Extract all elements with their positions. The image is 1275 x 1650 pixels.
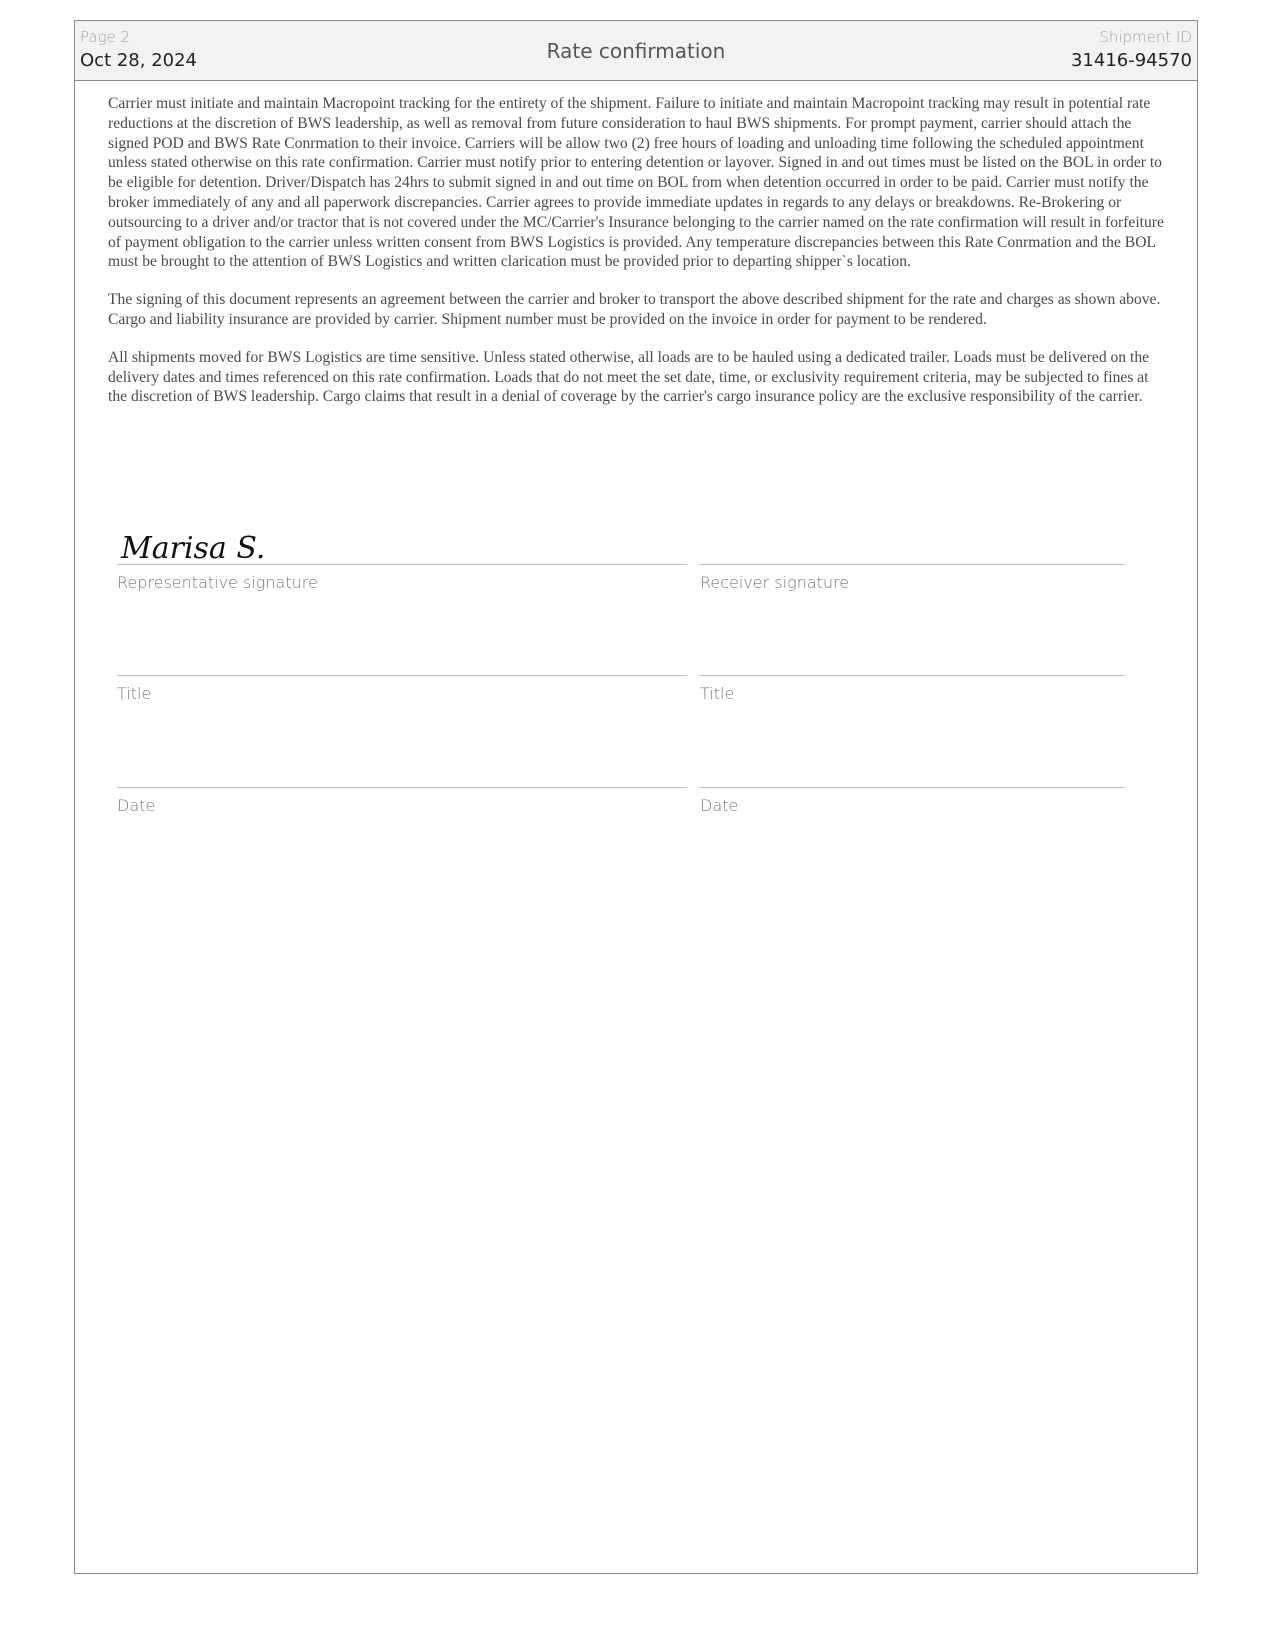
representative-date-block [117,787,687,816]
terms-paragraph: The signing of this document represents an agreement between the carrier and broker to transport the above described shipment for the rate and charges as shown above. Cargo and liability insurance are provided by carrier. Shipment number must be provided on the invoice in order for payment to be rendered. [108,291,1161,328]
receiver-signature-label: Receiver signature [700,573,850,592]
title-line [117,675,687,676]
receiver-signature-block [700,564,1124,593]
document-page [74,20,1198,1574]
representative-title-block [117,675,687,704]
title-line [700,675,1124,676]
representative-signature-block [117,531,687,593]
page-header [75,21,1197,81]
signature-text: Marisa S. [121,531,266,566]
page-number: Page 2 [80,28,131,46]
terms-paragraph: Carrier must initiate and maintain Macropoint tracking for the entirety of the shipment. Failure to initiate and maintain Macropoint tracking may result in potential rate reductions at the discretion of BWS leadership, as well as removal from future consideration to haul BWS shipments. For prompt payment, carrier should attach the signed POD and BWS Rate Conrmation to their invoice. Carriers will be allow two (2) free hours of loading and unloading time following the scheduled appointment unless stated otherwise on this rate confirmation. Carrier must notify prior to entering detention or layover. Signed in and out times must be listed on the BOL in order to be eligible for detention. Driver/Dispatch has 24hrs to submit signed in and out time on BOL from when detention occurred in order to be paid. Carrier must notify the broker immediately of any and all paperwork discrepancies. Carrier agrees to provide immediate updates in regards to any delays or breakdowns. Re-Brokering or outsourcing to a driver and/or tractor that is not covered under the MC/Carrier's Insurance belonging to the carrier named on the rate confirmation will result in forfeiture of payment obligation to the carrier unless written consent from BWS Logistics is provided. Any temperature discrepancies between this Rate Conrmation and the BOL must be brought to the attention of BWS Logistics and written clarication must be provided prior to departing shipper`s location. [108,95,1164,271]
receiver-date-label: Date [700,796,739,815]
receiver-title-block [700,675,1124,704]
date-line [700,787,1124,788]
date-line [117,787,687,788]
shipment-id: 31416-94570 [1070,50,1192,71]
header-right [1071,27,1192,73]
receiver-date-block [700,787,1124,816]
receiver-title-label: Title [700,684,735,703]
representative-title-label: Title [117,684,152,703]
document-date: Oct 28, 2024 [80,50,197,71]
handwritten-signature [117,526,297,566]
signature-line [700,564,1124,565]
shipment-id-label: Shipment ID [1099,28,1192,46]
terms-section [108,94,1168,425]
document-title: Rate confirmation [546,39,726,63]
terms-paragraph: All shipments moved for BWS Logistics are time sensitive. Unless stated otherwise, all loads are to be hauled using a dedicated trailer. Loads must be delivered on the delivery dates and times referenced on this rate confirmation. Loads that do not meet the set date, time, or exclusivity requirement criteria, may be subjected to fines at the discretion of BWS leadership. Cargo claims that result in a denial of coverage by the carrier's cargo insurance policy are the exclusive responsibility of the carrier. [108,348,1150,406]
representative-date-label: Date [117,796,156,815]
representative-signature-label: Representative signature [117,573,318,592]
